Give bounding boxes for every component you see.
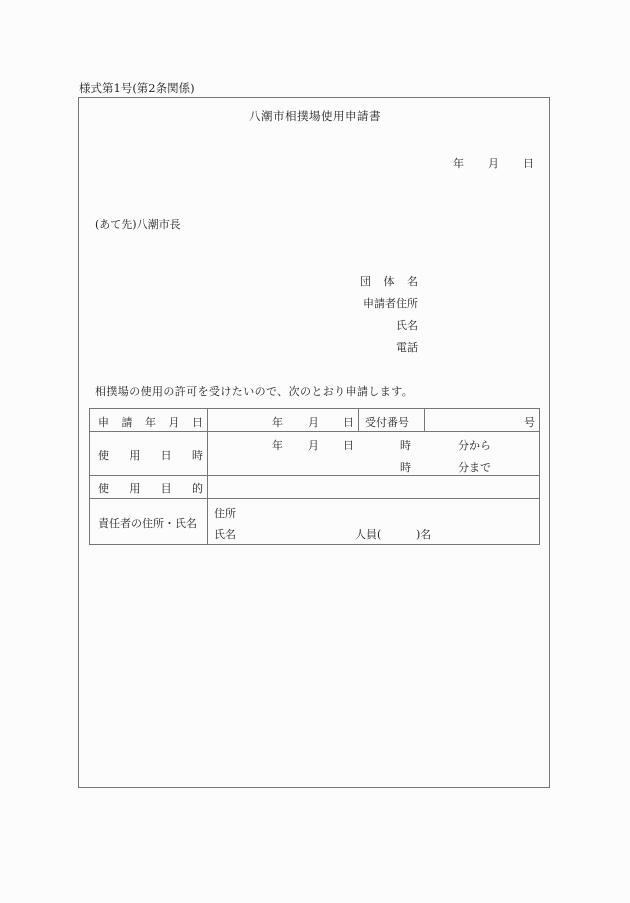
usage-month-field[interactable]: 月 xyxy=(308,439,319,452)
end-hour-field[interactable]: 時 xyxy=(400,461,411,474)
receipt-number-field[interactable]: 号 xyxy=(524,416,535,429)
receipt-number-label: 受付番号 xyxy=(365,416,409,429)
application-table xyxy=(89,408,540,545)
date-day-label: 日 xyxy=(523,157,534,170)
people-count-suffix: )名 xyxy=(416,528,432,541)
form-number-label: 様式第1号(第2条関係) xyxy=(79,81,195,95)
addressee: (あて先)八潮市長 xyxy=(95,218,181,231)
date-year-label: 年 xyxy=(453,157,464,170)
application-day-field[interactable]: 日 xyxy=(343,416,354,429)
applicant-block xyxy=(340,275,418,363)
row-divider xyxy=(90,431,539,432)
usage-day-field[interactable]: 日 xyxy=(343,439,354,452)
application-year-field[interactable]: 年 xyxy=(272,416,283,429)
group-name-label: 団 体 名 xyxy=(360,275,418,288)
column-divider xyxy=(207,409,208,544)
responsible-address-field[interactable]: 住所 xyxy=(214,507,236,520)
end-minute-field[interactable]: 分まで xyxy=(458,461,491,474)
header-usage-datetime: 使 用 日 時 xyxy=(98,449,203,462)
header-responsible-person: 責任者の住所・氏名 xyxy=(98,517,197,530)
responsible-name-field[interactable]: 氏名 xyxy=(214,528,236,541)
applicant-name-label: 氏名 xyxy=(396,319,418,332)
column-divider xyxy=(424,409,425,431)
usage-purpose-field[interactable] xyxy=(209,476,538,497)
start-minute-field[interactable]: 分から xyxy=(458,439,491,452)
request-statement: 相撲場の使用の許可を受けたいので、次のとおり申請します。 xyxy=(95,385,414,398)
start-hour-field[interactable]: 時 xyxy=(400,439,411,452)
date-month-label: 月 xyxy=(488,157,499,170)
header-usage-purpose: 使 用 目 的 xyxy=(98,482,203,495)
form-title: 八潮市相撲場使用申請書 xyxy=(249,109,381,123)
applicant-address-label: 申請者住所 xyxy=(363,297,418,310)
usage-year-field[interactable]: 年 xyxy=(272,439,283,452)
applicant-phone-label: 電話 xyxy=(396,341,418,354)
column-divider xyxy=(358,409,359,431)
row-divider xyxy=(90,498,539,499)
header-application-date: 申 請 年 月 日 xyxy=(98,416,203,429)
application-month-field[interactable]: 月 xyxy=(308,416,319,429)
people-count-field[interactable] xyxy=(380,526,416,540)
people-count-prefix: 人員( xyxy=(355,528,382,541)
